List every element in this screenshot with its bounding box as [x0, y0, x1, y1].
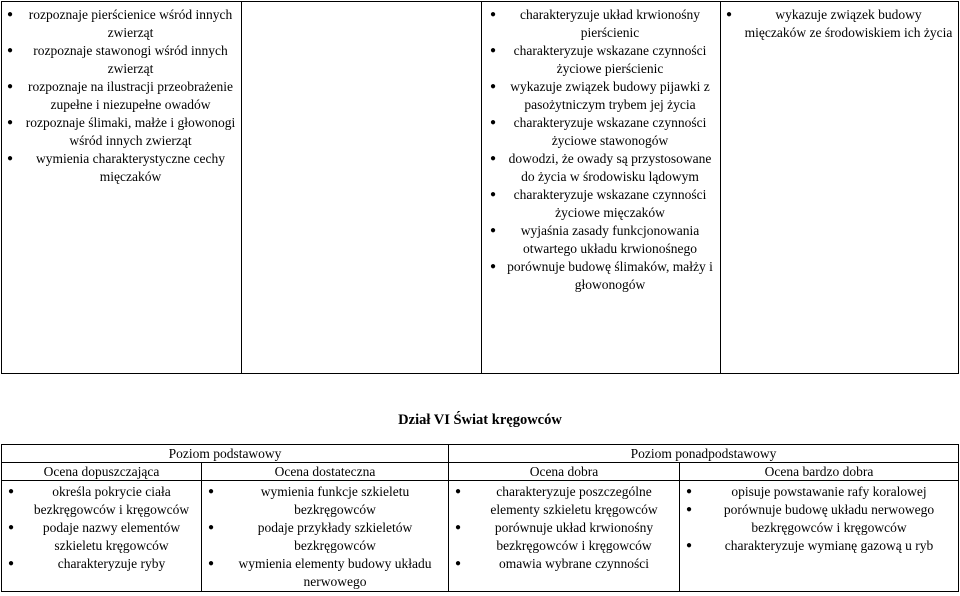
top-cell-4 — [721, 2, 959, 374]
list-item: ● rozpoznaje ślimaki, małże i głowonogi wśród innych zwierząt — [4, 114, 237, 150]
list-item: ● charakteryzuje wskazane czynności życiowe pierścienic — [484, 42, 716, 78]
list-item: ● wyjaśnia zasady funkcjonowania otwartego układu krwionośnego — [484, 222, 716, 258]
top-cell-3 — [482, 2, 721, 374]
top-list-3 — [484, 6, 716, 294]
bottom-cell-3 — [449, 481, 680, 592]
list-item: ● charakteryzuje poszczególne elementy szkieletu kręgowców — [452, 483, 676, 519]
list-item: ● omawia wybrane czynności — [452, 555, 676, 573]
bottom-list-3 — [452, 483, 676, 573]
bottom-list-4 — [683, 483, 955, 555]
list-item: ● dowodzi, że owady są przystosowane do życia w środowisku lądowym — [484, 150, 716, 186]
list-item: ● charakteryzuje wskazane czynności życiowe mięczaków — [484, 186, 716, 222]
top-requirements-table — [1, 1, 959, 374]
top-cell-1 — [2, 2, 242, 374]
list-item: ● podaje przykłady szkieletów bezkręgowców — [205, 519, 445, 555]
list-item: ● charakteryzuje ryby — [5, 555, 198, 573]
grade-header-dobra: Ocena dobra — [449, 463, 680, 481]
grade-header-dopuszczajaca: Ocena dopuszczająca — [2, 463, 202, 481]
list-item: ● wymienia charakterystyczne cechy mięczaków — [4, 150, 237, 186]
group-header-advanced: Poziom ponadpodstawowy — [449, 445, 959, 463]
list-item: ● wymienia funkcje szkieletu bezkręgowców — [205, 483, 445, 519]
bottom-list-1 — [5, 483, 198, 573]
top-list-1 — [4, 6, 237, 186]
list-item: ● wykazuje związek budowy mięczaków ze środowiskiem ich życia — [723, 6, 954, 42]
top-cell-2 — [242, 2, 482, 374]
bottom-cell-2 — [202, 481, 449, 592]
list-item: ● charakteryzuje wymianę gazową u ryb — [683, 537, 955, 555]
bottom-list-2 — [205, 483, 445, 591]
top-list-4 — [723, 6, 954, 42]
section-title: Dział VI Świat kręgowców — [398, 412, 562, 428]
list-item: ● porównuje budowę ślimaków, małży i głowonogów — [484, 258, 716, 294]
list-item: ● wykazuje związek budowy pijawki z pasożytniczym trybem jej życia — [484, 78, 716, 114]
list-item: ● charakteryzuje wskazane czynności życiowe stawonogów — [484, 114, 716, 150]
list-item: ● rozpoznaje na ilustracji przeobrażenie zupełne i niezupełne owadów — [4, 78, 237, 114]
list-item: ● charakteryzuje układ krwionośny pierścienic — [484, 6, 716, 42]
list-item: ● podaje nazwy elementów szkieletu kręgowców — [5, 519, 198, 555]
list-item: ● określa pokrycie ciała bezkręgowców i kręgowców — [5, 483, 198, 519]
list-item: ● porównuje budowę układu nerwowego bezkręgowców i kręgowców — [683, 501, 955, 537]
bottom-requirements-table — [1, 444, 959, 592]
grade-header-dostateczna: Ocena dostateczna — [202, 463, 449, 481]
list-item: ● wymienia elementy budowy układu nerwowego — [205, 555, 445, 591]
group-header-basic: Poziom podstawowy — [2, 445, 449, 463]
list-item: ● rozpoznaje stawonogi wśród innych zwierząt — [4, 42, 237, 78]
list-item: ● porównuje układ krwionośny bezkręgowców i kręgowców — [452, 519, 676, 555]
list-item: ● opisuje powstawanie rafy koralowej — [683, 483, 955, 501]
grade-header-bardzo-dobra: Ocena bardzo dobra — [680, 463, 959, 481]
bottom-cell-4 — [680, 481, 959, 592]
bottom-cell-1 — [2, 481, 202, 592]
list-item: ● rozpoznaje pierścienice wśród innych zwierząt — [4, 6, 237, 42]
